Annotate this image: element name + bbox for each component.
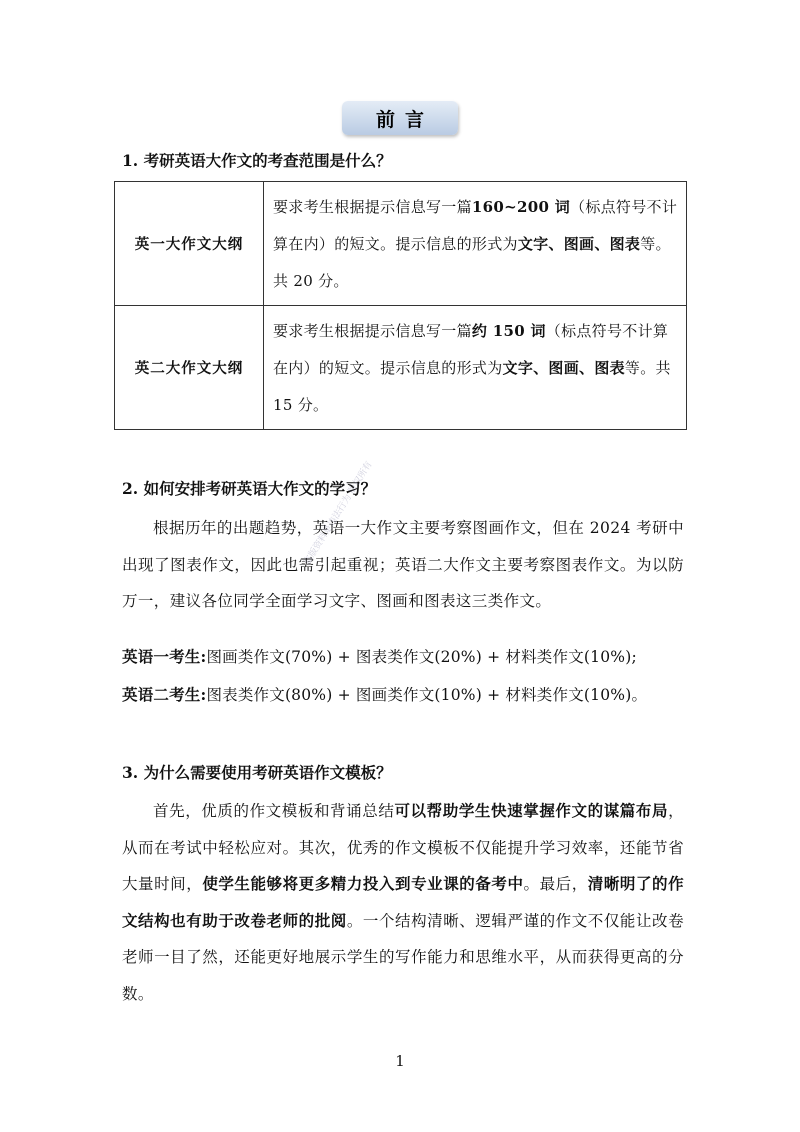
section-2-paragraph: 根据历年的出题趋势，英语一大作文主要考察图画作文，但在 2024 考研中出现了图表作文，因此也需引起重视；英语二大作文主要考察图表作文。为以防万一，建议各位同学全面学习文字、图画和图表这三类作文。 — [122, 519, 684, 610]
section-1-heading: 1. 考研英语大作文的考查范围是什么？ — [122, 151, 392, 170]
table-row — [115, 182, 687, 306]
table-row — [115, 306, 687, 430]
page-number: 1 — [395, 1052, 405, 1070]
english-2-ratio: 英语二考生:图表类作文(80%) + 图画类作文(10%) + 材料类作文(10%)。 — [122, 685, 648, 704]
row-label: 英二大作文大纲 — [115, 306, 264, 430]
row-description: 要求考生根据提示信息写一篇160~200 词（标点符号不计算在内）的短文。提示信息的形式为文字、图画、图表等。共 20 分。 — [264, 182, 687, 306]
row-description: 要求考生根据提示信息写一篇约 150 词（标点符号不计算在内）的短文。提示信息的形式为文字、图画、图表等。共 15 分。 — [264, 306, 687, 430]
section-2-heading: 2. 如何安排考研英语大作文的学习？ — [122, 479, 377, 498]
row-label: 英一大作文大纲 — [115, 182, 264, 306]
outline-table — [114, 181, 687, 430]
watermark: 盗版资料是违法行为 版权所有 — [302, 459, 375, 567]
english-1-ratio: 英语一考生:图画类作文(70%) + 图表类作文(20%) + 材料类作文(10%); — [122, 647, 637, 666]
section-3-heading: 3. 为什么需要使用考研英语作文模板？ — [122, 763, 392, 782]
preface-title: 前言 — [342, 101, 458, 135]
section-3-paragraph: 首先，优质的作文模板和背诵总结可以帮助学生快速掌握作文的谋篇布局，从而在考试中轻松应对。其次，优秀的作文模板不仅能提升学习效率，还能节省大量时间，使学生能够将更多精力投入到专业课的备考中。最后，清晰明了的作文结构也有助于改卷老师的批阅。一个结构清晰、逻辑严谨的作文不仅能让改卷老师一目了然，还能更好地展示学生的写作能力和思维水平，从而获得更高的分数。 — [122, 801, 684, 1003]
